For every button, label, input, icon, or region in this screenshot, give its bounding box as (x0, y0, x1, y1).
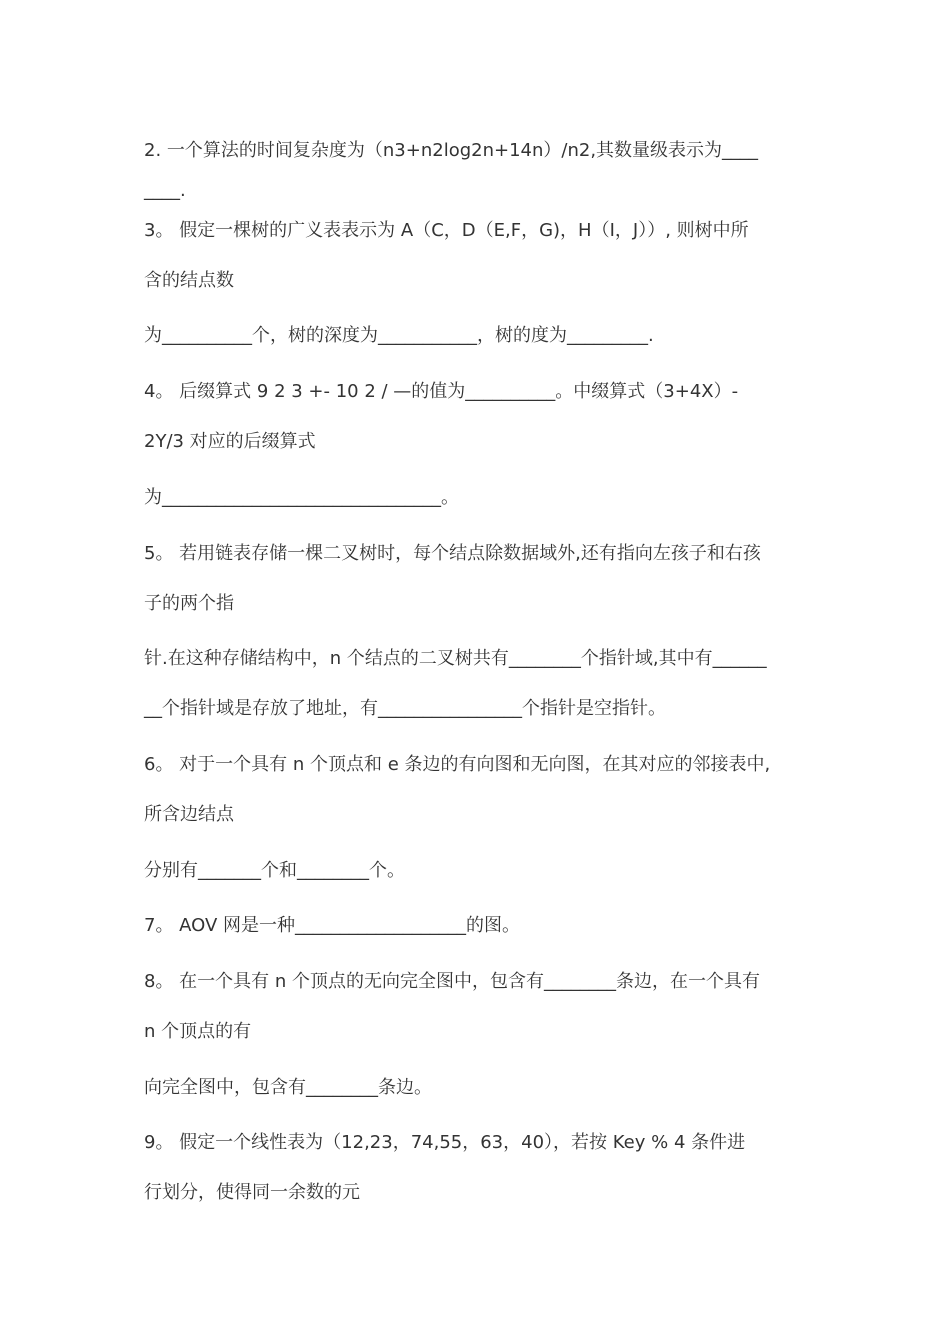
question-9-line-1: 9。 假定一个线性表为（12,23，74,55，63，40），若按 Key % 4 条件进 (144, 1132, 746, 1153)
question-6-line-2: 所含边结点 (144, 804, 234, 825)
question-9-line-2: 行划分，使得同一余数的元 (144, 1182, 360, 1203)
question-7-line-1: 7。 AOV 网是一种___________________的图。 (144, 915, 521, 936)
question-3-line-1: 3。 假定一棵树的广义表表示为 A（C，D（E,F，G)，H（I，J））, 则树中所 (144, 220, 749, 241)
question-6-line-1: 6。 对于一个具有 n 个顶点和 e 条边的有向图和无向图，在其对应的邻接表中, (144, 754, 771, 775)
question-5-line-1: 5。 若用链表存储一棵二叉树时，每个结点除数据域外,还有指向左孩子和右孩 (144, 543, 761, 564)
question-8-line-3: 向完全图中，包含有________条边。 (144, 1077, 432, 1098)
question-4-line-3: 为_______________________________。 (144, 487, 459, 508)
question-4-line-1: 4。 后缀算式 9 2 3 +- 10 2 / —的值为__________。中缀算式（3+4X）- (144, 381, 739, 402)
question-8-line-1: 8。 在一个具有 n 个顶点的无向完全图中，包含有________条边，在一个具有 (144, 971, 761, 992)
question-8-line-2: n 个顶点的有 (144, 1021, 252, 1042)
question-6-line-3: 分别有_______个和________个。 (144, 860, 405, 881)
question-2-line-2: ____. (144, 180, 186, 201)
question-2-line-1: 2. 一个算法的时间复杂度为（n3+n2log2n+14n）/n2,其数量级表示为____ (144, 140, 759, 161)
question-3-line-3: 为__________个，树的深度为___________，树的度为_________. (144, 325, 654, 346)
question-5-line-4: __个指针域是存放了地址，有________________个指针是空指针。 (144, 698, 666, 719)
question-4-line-2: 2Y/3 对应的后缀算式 (144, 431, 316, 452)
question-5-line-3: 针.在这种存储结构中，n 个结点的二叉树共有________个指针域,其中有______ (144, 648, 767, 669)
question-5-line-2: 子的两个指 (144, 593, 234, 614)
question-3-line-2: 含的结点数 (144, 270, 234, 291)
